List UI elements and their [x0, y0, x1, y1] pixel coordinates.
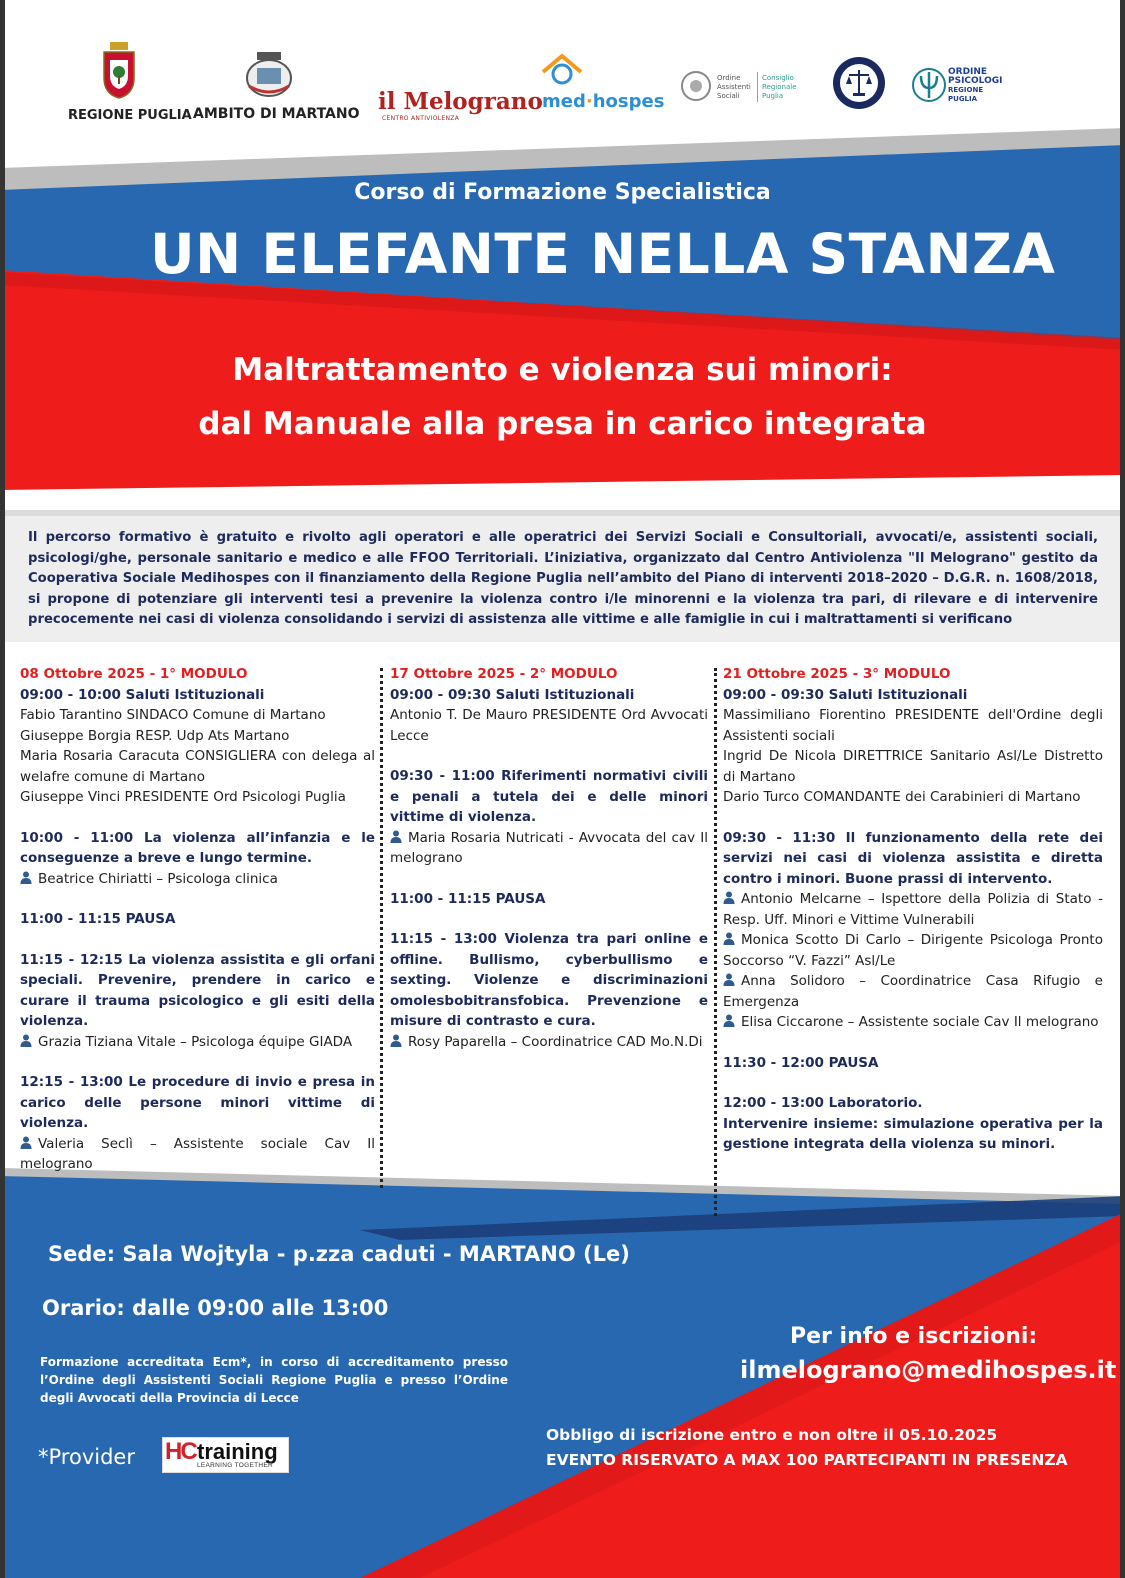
oas-label-right: Consiglio Regionale Puglia [762, 74, 797, 100]
medihospes-house-icon [539, 52, 585, 88]
oas-separator [757, 72, 758, 102]
speaker-name: Elisa Ciccarone – Assistente sociale Cav Il melograno [741, 1014, 1099, 1030]
column-divider-1 [380, 668, 383, 1188]
module-3-column [723, 664, 1103, 1155]
spacer [20, 808, 375, 828]
module-1-column [20, 664, 375, 1175]
speaker-name: Antonio Melcarne – Ispettore della Polizia di Stato - Resp. Uff. Minori e Vittime Vulnerabili [723, 891, 1103, 928]
session-title: Intervenire insieme: simulazione operativa per la gestione integrata della violenza su minori. [723, 1115, 1103, 1152]
person-icon [20, 1034, 32, 1047]
guest-line: Maria Rosaria Caracuta CONSIGLIERA con delega al welafre comune di Martano [20, 748, 375, 785]
module-heading: 21 Ottobre 2025 - 3° MODULO [723, 666, 951, 682]
regione-puglia-logo [102, 40, 136, 104]
guest-line: Antonio T. De Mauro PRESIDENTE Ord Avvocati Lecce [390, 707, 708, 744]
oas-logo [680, 70, 712, 106]
melograno-logo: il Melograno [378, 88, 543, 115]
guest-line: Massimiliano Fiorentino PRESIDENTE dell'Ordine degli Assistenti sociali [723, 707, 1103, 744]
medihospes-logo [539, 52, 585, 92]
psicologi-label: ORDINE PSICOLOGI REGIONE PUGLIA [948, 67, 1003, 103]
module-2-column [390, 664, 708, 1052]
guest-line: Ingrid De Nicola DIRETTRICE Sanitario Asl/Le Distretto di Martano [723, 748, 1103, 785]
melograno-sub: CENTRO ANTIVIOLENZA [382, 115, 460, 122]
spacer [390, 909, 708, 929]
regione-puglia-crest-icon [102, 40, 136, 100]
speaker-name: Valeria Seclì – Assistente sociale Cav Il melograno [20, 1135, 375, 1172]
info-email-link[interactable]: ilmelograno@medihospes.it [740, 1356, 1117, 1384]
module-heading: 17 Ottobre 2025 - 2° MODULO [390, 666, 618, 682]
info-label: Per info e iscrizioni: [790, 1324, 1038, 1349]
person-icon [723, 1014, 735, 1027]
guest-line: Dario Turco COMANDANTE dei Carabinieri di Martano [723, 789, 1081, 805]
session-title: 09:00 - 10:00 Saluti Istituzionali [20, 686, 265, 703]
spacer [723, 1033, 1103, 1053]
speaker-name: Anna Solidoro – Coordinatrice Casa Rifugio e Emergenza [723, 973, 1103, 1010]
session-title: 09:00 - 09:30 Saluti Istituzionali [390, 686, 635, 703]
session-title: 11:15 - 13:00 Violenza tra pari online e offline. Bullismo, cyberbullismo e sexting. Violenze e discriminazioni omolesbobitransfobica. Prevenzione e misure di contrasto e cura. [390, 931, 708, 1029]
accreditation-text: Formazione accreditata Ecm*, in corso di accreditamento presso l’Ordine degli Assistenti Sociali Regione Puglia e presso l’Ordine degli Avvocati della Provincia di Lecce [40, 1355, 508, 1405]
course-subtitle: Corso di Formazione Specialistica [354, 180, 771, 205]
medihospes-label: med·hospes [542, 91, 665, 112]
oas-label-left: Ordine Assistenti Sociali [717, 74, 751, 100]
hc-logo-word: training [197, 1439, 278, 1464]
guest-line: Giuseppe Borgia RESP. Udp Ats Martano [20, 727, 290, 744]
tagline-line1: Maltrattamento e violenza sui minori: [232, 352, 893, 388]
ambito-martano-logo [243, 52, 295, 102]
oas-circle-icon [680, 70, 712, 102]
spacer [20, 1052, 375, 1072]
speaker-line [20, 869, 375, 890]
logo-row [60, 38, 1060, 128]
venue-text: Sede: Sala Wojtyla - p.zza caduti - MARTANO (Le) [48, 1242, 630, 1266]
registration-deadline: Obbligo di iscrizione entro e non oltre il 05.10.2025 [546, 1426, 998, 1444]
session-title: 12:15 - 13:00 Le procedure di invio e presa in carico delle persone minori vittime di violenza. [20, 1074, 375, 1131]
hc-logo-sub: LEARNING TOGETHER [197, 1462, 274, 1469]
speaker-line [723, 889, 1103, 930]
psicologi-logo [911, 66, 947, 108]
module-heading: 08 Ottobre 2025 - 1° MODULO [20, 666, 248, 682]
guest-line: Fabio Tarantino SINDACO Comune di Martano [20, 707, 326, 723]
capacity-note: EVENTO RISERVATO A MAX 100 PARTECIPANTI IN PRESENZA [546, 1451, 1068, 1469]
speaker-line [723, 971, 1103, 1012]
hc-logo-mark: HC [165, 1438, 196, 1465]
avvocati-seal-logo [832, 56, 886, 114]
page-title: UN ELEFANTE NELLA STANZA [150, 222, 1056, 286]
psi-icon [911, 66, 947, 104]
person-icon [20, 871, 32, 884]
session-title: 12:00 - 13:00 Laboratorio. [723, 1095, 923, 1111]
hc-training-logo [162, 1437, 289, 1473]
person-icon [723, 932, 735, 945]
session-title: 10:00 - 11:00 La violenza all’infanzia e le conseguenze a breve e lungo termine. [20, 829, 375, 866]
session-title: 11:00 - 11:15 PAUSA [390, 890, 546, 907]
schedule-text: Orario: dalle 09:00 alle 13:00 [42, 1296, 389, 1320]
person-icon [723, 973, 735, 986]
speaker-line [20, 1032, 375, 1053]
spacer [723, 808, 1103, 828]
frame-left [0, 0, 5, 1578]
guest-line: Giuseppe Vinci PRESIDENTE Ord Psicologi Puglia [20, 789, 346, 805]
ambito-martano-label: AMBITO DI MARTANO [193, 106, 360, 122]
session-title: 09:30 - 11:00 Riferimenti normativi civili e penali a tutela dei e delle minori vittime di violenza. [390, 768, 708, 825]
tagline-line2: dal Manuale alla presa in carico integrata [198, 406, 927, 442]
speaker-line [390, 1032, 708, 1053]
spacer [20, 889, 375, 909]
speaker-line [723, 1012, 1103, 1033]
session-title: 09:00 - 09:30 Saluti Istituzionali [723, 686, 968, 703]
regione-puglia-label: REGIONE PUGLIA [68, 108, 192, 123]
spacer [390, 869, 708, 889]
spacer [20, 930, 375, 950]
session-title: 11:15 - 12:15 La violenza assistita e gli orfani speciali. Prevenire, prendere in carico e curare il trauma psicologico e gli esiti della violenza. [20, 951, 375, 1029]
column-divider-2 [714, 668, 717, 1216]
speaker-line [20, 1134, 375, 1175]
speaker-name: Beatrice Chiriatti – Psicologa clinica [38, 870, 278, 887]
speaker-name: Grazia Tiziana Vitale – Psicologa équipe GIADA [38, 1033, 353, 1050]
person-icon [390, 830, 402, 843]
speaker-line [723, 930, 1103, 971]
scales-of-justice-icon [832, 56, 886, 110]
person-icon [723, 891, 735, 904]
spacer [723, 1073, 1103, 1093]
intro-paragraph: Il percorso formativo è gratuito e rivolto agli operatori e alle operatrici dei Servizi Sociali e Consultoriali, avvocati/e, assistenti sociali, psicologi/ghe, personale sanitario e medico e alle FFOO Territoriali. L’iniziativa, organizzato dal Centro Antiviolenza "Il Melograno" gestito da Cooperativa Sociale Medihospes con il finanziamento della Regione Puglia nell’ambito del Piano di interventi 2018–2020 – D.G.R. n. 1608/2018, si propone di potenziare gli interventi tesi a prevenire la violenza contro i/le minorenni e la violenza tra pari, di rilevare e di intervenire precocemente nei casi di violenza consolidando i servizi di assistenza alle vittime e alle famiglie in cui i maltrattamenti si verificano [28, 530, 1098, 627]
session-title: 11:30 - 12:00 PAUSA [723, 1054, 879, 1071]
speaker-name: Maria Rosaria Nutricati - Avvocata del cav Il melograno [390, 829, 708, 866]
speaker-name: Monica Scotto Di Carlo – Dirigente Psicologa Pronto Soccorso “V. Fazzi” Asl/Le [723, 932, 1103, 969]
speaker-line [390, 828, 708, 869]
person-icon [390, 1034, 402, 1047]
speaker-name: Rosy Paparella – Coordinatrice CAD Mo.N.Di [408, 1033, 703, 1050]
session-title: 09:30 - 11:30 Il funzionamento della rete dei servizi nei casi di violenza assistita e diretta contro i minori. Buone prassi di intervento. [723, 829, 1103, 887]
person-icon [20, 1136, 32, 1149]
ambito-martano-crest-icon [243, 52, 295, 98]
provider-label: *Provider [38, 1445, 135, 1469]
spacer [390, 746, 708, 766]
session-title: 11:00 - 11:15 PAUSA [20, 911, 176, 927]
frame-right [1120, 0, 1125, 1578]
